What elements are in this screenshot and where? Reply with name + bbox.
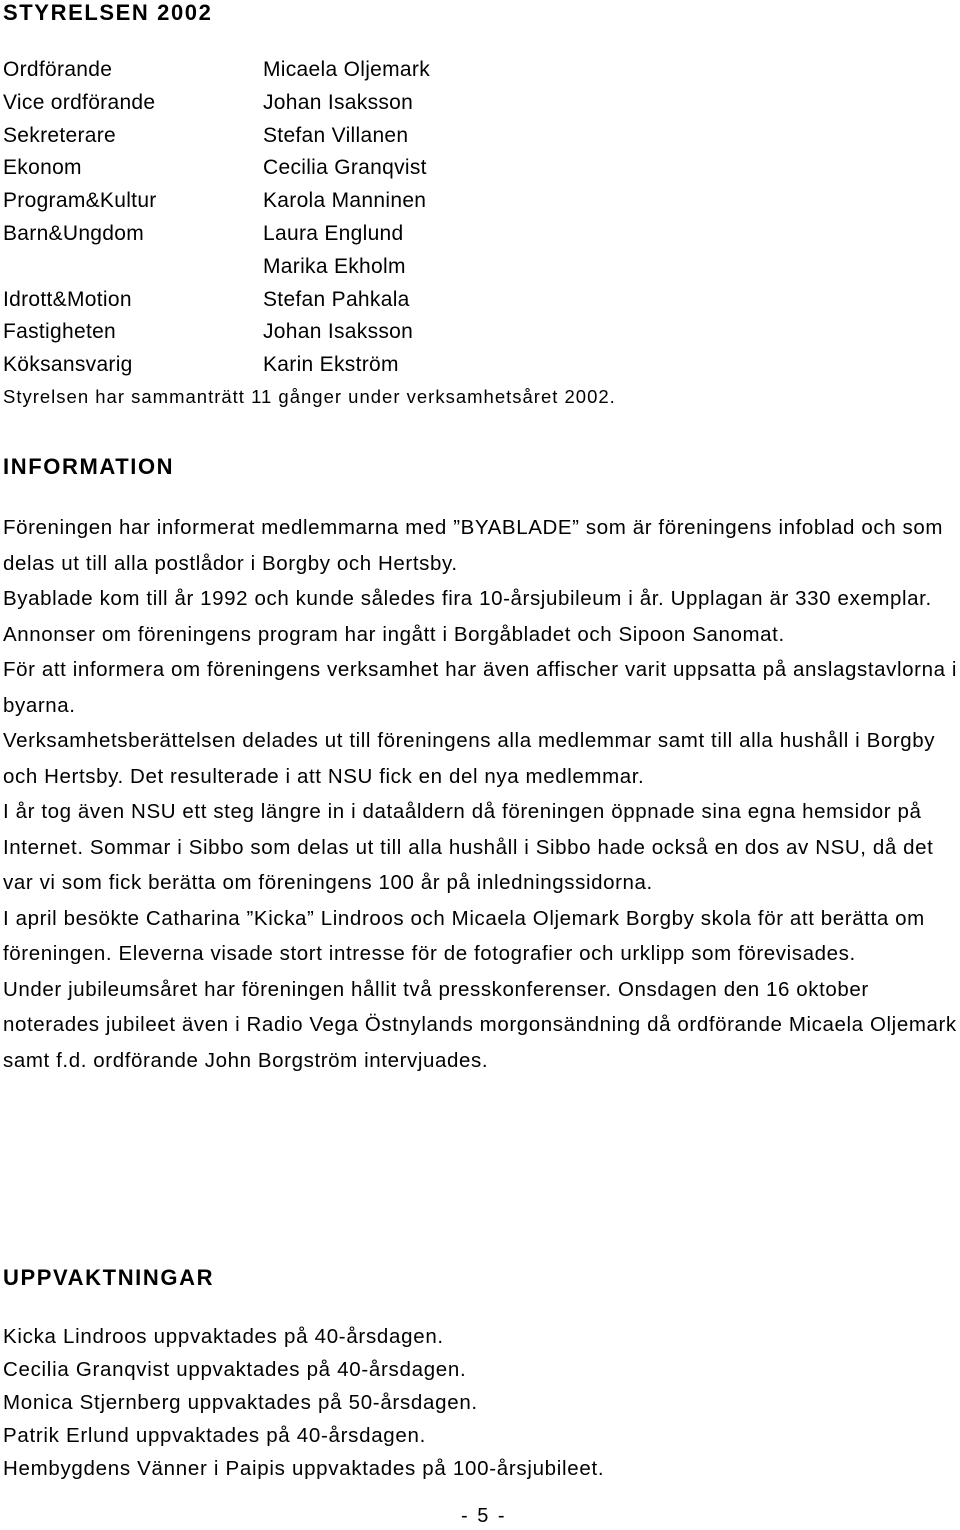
board-member-name: Marika Ekholm	[263, 254, 406, 278]
board-role: Sekreterare	[3, 123, 117, 147]
information-paragraph: I år tog även NSU ett steg längre in i dataåldern då föreningen öppnade sina egna hemsidor på Internet. Sommar i Sibbo som delas ut till alla hushåll i Sibbo hade också en dos av NSU, då det var vi som fick berätta om föreningens 100 år på inledningssidorna.	[3, 800, 934, 894]
board-row	[3, 218, 958, 251]
board-member-name: Johan Isaksson	[263, 90, 414, 114]
board-member-name: Karin Ekström	[263, 353, 399, 377]
page-number: - 5 -	[461, 1505, 507, 1527]
board-member-name: Stefan Villanen	[263, 123, 409, 147]
board-member-name: Johan Isaksson	[263, 320, 414, 344]
board-role: Ekonom	[3, 156, 82, 180]
board-member-name: Stefan Pahkala	[263, 287, 410, 311]
information-paragraph: För att informera om föreningens verksamhet har även affischer varit uppsatta på anslagstavlorna i byarna.	[3, 658, 958, 717]
board-row	[3, 316, 958, 349]
gifts-list	[3, 1320, 604, 1485]
board-role: Idrott&Motion	[3, 287, 132, 311]
board-member-name: Karola Manninen	[263, 189, 427, 213]
board-section-title: STYRELSEN 2002	[3, 0, 213, 25]
board-row	[3, 349, 958, 382]
information-paragraph: Verksamhetsberättelsen delades ut till föreningens alla medlemmar samt till alla hushåll i Borgby och Hertsby. Det resulterade i att NSU fick en del nya medlemmar.	[3, 729, 936, 788]
board-member-name: Micaela Oljemark	[263, 58, 431, 81]
information-paragraph: Föreningen har informerat medlemmarna med ”BYABLADE” som är föreningens infoblad och som delas ut till alla postlådor i Borgby och Hertsby.	[3, 516, 944, 575]
gift-item: Patrik Erlund uppvaktades på 40-årsdagen.	[3, 1424, 427, 1447]
information-body	[3, 510, 958, 1078]
gift-item: Cecilia Granqvist uppvaktades på 40-årsdagen.	[3, 1358, 467, 1381]
board-row	[3, 54, 958, 87]
board-row	[3, 152, 958, 185]
board-member-name: Cecilia Granqvist	[263, 156, 427, 180]
information-paragraph: I april besökte Catharina ”Kicka” Lindroos och Micaela Oljemark Borgby skola för att berätta om föreningen. Eleverna visade stort intresse för de fotografier och urklipp som förevisades.	[3, 906, 925, 965]
board-role: Program&Kultur	[3, 189, 157, 213]
board-row	[3, 120, 958, 153]
board-row	[3, 185, 958, 218]
information-paragraph: Under jubileumsåret har föreningen hållit två presskonferenser. Onsdagen den 16 oktober noterades jubileet även i Radio Vega Östnylands morgonsändning då ordförande Micaela Oljemark samt f.d. ordförande John Borgström intervjuades.	[3, 977, 957, 1072]
gifts-section-title: UPPVAKTNINGAR	[3, 1265, 215, 1290]
gift-item: Monica Stjernberg uppvaktades på 50-årsdagen.	[3, 1391, 478, 1414]
board-row	[3, 87, 958, 120]
information-section-title: INFORMATION	[3, 454, 175, 479]
board-member-list	[3, 54, 958, 382]
gift-item: Kicka Lindroos uppvaktades på 40-årsdagen.	[3, 1325, 444, 1348]
board-role: Köksansvarig	[3, 353, 133, 377]
board-role: Ordförande	[3, 58, 113, 81]
meeting-count-note: Styrelsen har sammanträtt 11 gånger under verksamhetsåret 2002.	[3, 386, 616, 407]
board-role: Fastigheten	[3, 320, 117, 344]
board-member-name: Laura Englund	[263, 221, 404, 245]
board-role: Vice ordförande	[3, 90, 156, 114]
gift-item: Hembygdens Vänner i Paipis uppvaktades på 100-årsjubileet.	[3, 1457, 605, 1480]
board-row	[3, 284, 958, 317]
board-row	[3, 251, 958, 284]
information-paragraph: Byablade kom till år 1992 och kunde således fira 10-årsjubileum i år. Upplagan är 330 exemplar. Annonser om föreningens program har ingått i Borgåbladet och Sipoon Sanomat.	[3, 587, 932, 646]
board-role: Barn&Ungdom	[3, 221, 145, 245]
